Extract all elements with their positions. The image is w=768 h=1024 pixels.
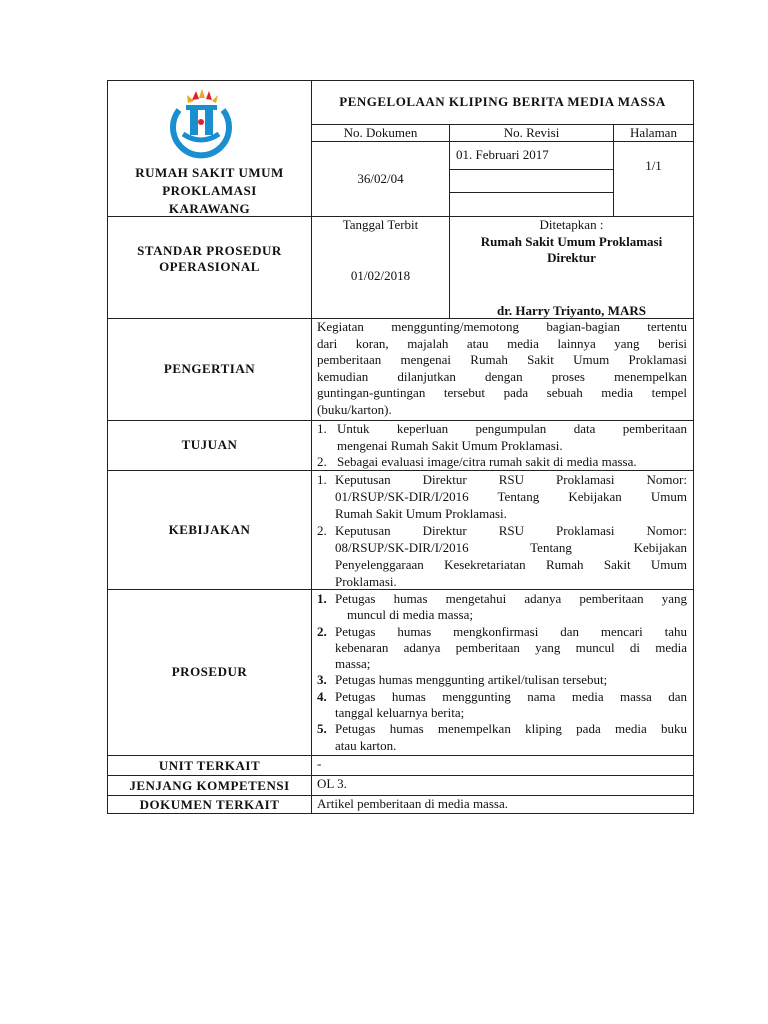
pengertian-text [317,319,687,418]
jenjang-value: OL 3. [317,776,347,791]
pengertian-line: (buku/karton). [317,401,392,417]
col-rev-no: No. Revisi [503,125,560,140]
list-number: 2. [317,623,327,639]
list-line: 01/RSUP/SK-DIR/I/2016 Tentang Kebijakan Umum [335,489,687,504]
hospital-logo [161,88,241,160]
hospital-name [112,164,307,218]
list-line: Petugas humas menggunting nama media massa dan [335,688,687,704]
list-number: 4. [317,688,327,704]
list-line: kebenaran adanya pemberitaan yang muncul di media [335,639,687,655]
list-item [317,591,687,624]
label-jenjang: JENJANG KOMPETENSI [129,778,290,793]
list-number: 3. [317,672,327,688]
hospital-name-line: PROKLAMASI [162,183,257,198]
unit-terkait-value: - [317,756,322,771]
list-line: mengenai Rumah Sakit Umum Proklamasi. [337,437,563,453]
list-number: 1. [317,421,327,436]
signer-name: dr. Harry Triyanto, MARS [497,303,646,318]
list-line: Untuk keperluan pengumpulan data pemberitaan [337,421,687,436]
list-line: muncul di media massa; [347,607,474,623]
list-line: Petugas humas mengkonfirmasi dan mencari tahu [335,623,687,639]
sop-label [112,243,307,275]
kebijakan-list [317,471,687,590]
label-tujuan: TUJUAN [181,437,238,452]
doc-no-value: 36/02/04 [357,171,404,186]
list-item [317,471,687,522]
col-doc-no: No. Dokumen [343,125,418,140]
set-by-label: Ditetapkan : [539,217,604,232]
issue-label: Tanggal Terbit [342,217,419,232]
list-line: Proklamasi. [335,574,397,589]
list-number: 2. [317,523,327,538]
list-line: Petugas humas menggunting artikel/tulisan tersebut; [335,672,608,688]
dokumen-terkait-value: Artikel pemberitaan di media massa. [317,796,508,811]
col-page: Halaman [630,125,677,140]
list-line: Penyelenggaraan Kesekretariatan Rumah Sakit Umum [335,557,687,572]
tujuan-list [317,421,687,471]
pengertian-line: pemberitaan mengenai Rumah Sakit Umum Proklamasi [317,352,687,367]
list-line: Petugas humas menempelkan kliping pada media buku [335,721,687,737]
list-item [317,522,687,590]
pengertian-line: guntingan-guntingan tersebut pada sebuah media tempel [317,385,687,400]
pengertian-line: kemudian dilanjutkan dengan proses menempelkan [317,368,687,384]
logo-icon [161,88,241,160]
document-title: PENGELOLAAN KLIPING BERITA MEDIA MASSA [339,94,666,109]
list-line: atau karton. [335,737,397,753]
list-line: tanggal keluarnya berita; [335,705,465,721]
label-kebijakan: KEBIJAKAN [168,522,251,537]
sop-label-line: STANDAR PROSEDUR [137,243,282,258]
list-line: 08/RSUP/SK-DIR/I/2016 Tentang Kebijakan [335,540,687,555]
list-item [317,721,687,754]
list-item [317,454,687,471]
pengertian-line: dari koran, majalah atau media lainnya yang berisi [317,335,687,351]
set-org-line: Direktur [547,250,596,265]
list-line: massa; [335,656,371,672]
prosedur-list [317,591,687,754]
list-number: 1. [317,472,327,487]
rev-date-value: 01. Februari 2017 [456,147,549,162]
list-line: Keputusan Direktur RSU Proklamasi Nomor: [335,523,687,538]
set-org [450,234,693,266]
label-dokumen-terkait: DOKUMEN TERKAIT [139,797,280,812]
list-item [317,421,687,454]
list-item [317,689,687,722]
list-number: 2. [317,454,327,469]
issue-date: 01/02/2018 [350,268,411,283]
label-prosedur: PROSEDUR [171,664,248,679]
set-org-line: Rumah Sakit Umum Proklamasi [480,234,663,249]
sop-label-line: OPERASIONAL [159,259,260,274]
hospital-name-line: KARAWANG [168,201,251,216]
list-number: 1. [317,591,327,606]
label-pengertian: PENGERTIAN [163,361,256,376]
list-number: 5. [317,721,327,737]
list-line: Sebagai evaluasi image/citra rumah sakit di media massa. [337,454,637,469]
page-value: 1/1 [645,158,662,173]
hospital-name-line: RUMAH SAKIT UMUM [135,165,284,180]
list-line: Petugas humas mengetahui adanya pemberitaan yang [335,591,687,606]
list-item [317,672,687,688]
list-item [317,624,687,673]
label-unit-terkait: UNIT TERKAIT [158,758,261,773]
pengertian-line: Kegiatan menggunting/memotong bagian-bagian tertentu [317,319,687,334]
list-line: Rumah Sakit Umum Proklamasi. [335,506,507,521]
list-line: Keputusan Direktur RSU Proklamasi Nomor: [335,472,687,487]
